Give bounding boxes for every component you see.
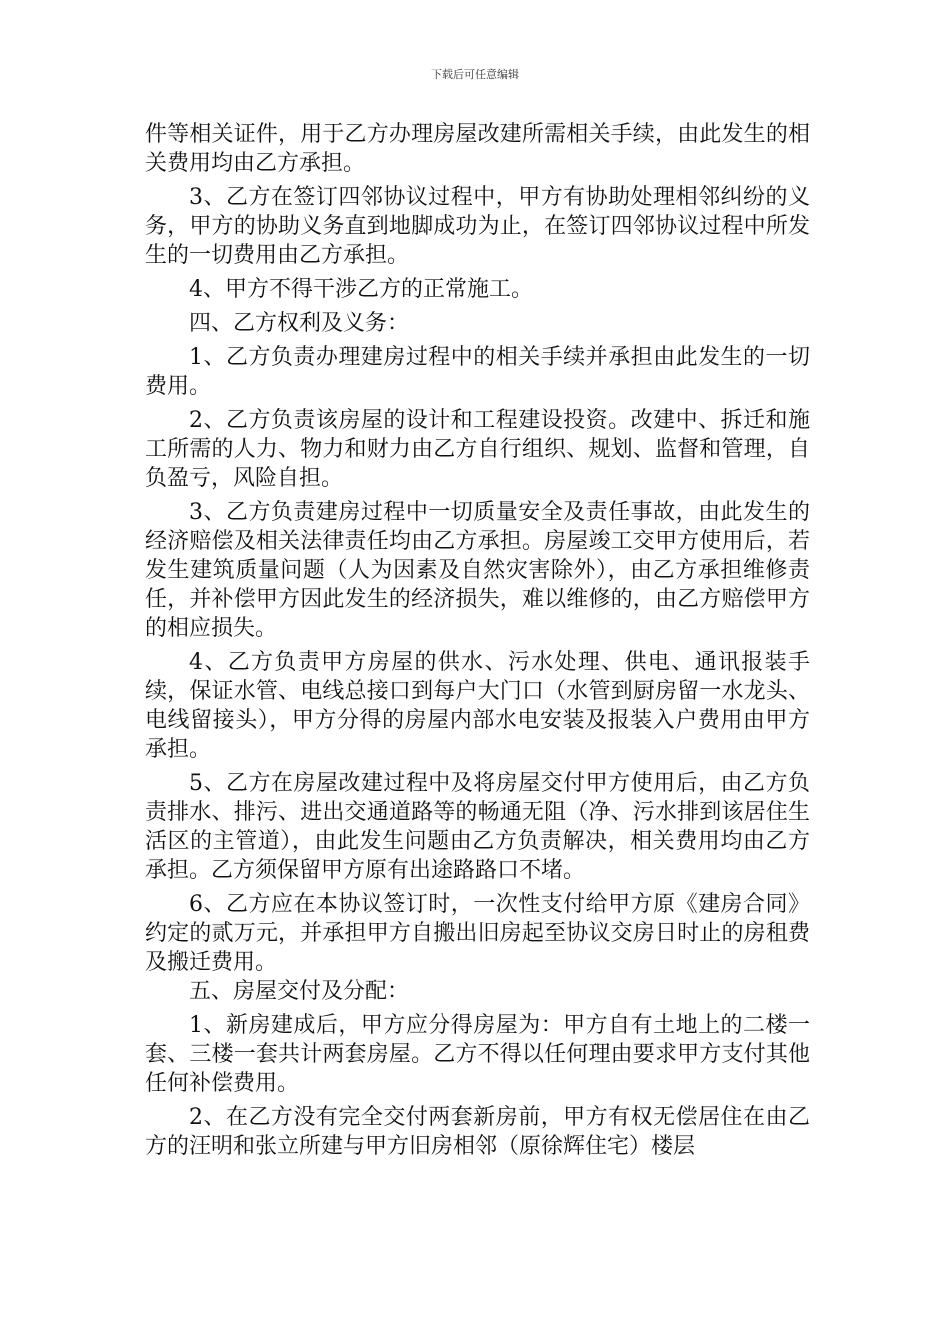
paragraph-b-item-4: 4、乙方负责甲方房屋的供水、污水处理、供电、通讯报装手续，保证水管、电线总接口到每户大门口（水管到厨房留一水龙头、电线留接头），甲方分得的房屋内部水电安装及报装入户费用由甲方承担。 bbox=[145, 650, 810, 762]
document-body bbox=[145, 120, 810, 1161]
page-header: 下载后可任意编辑 bbox=[431, 68, 519, 81]
paragraph-b-item-1: 1、乙方负责办理建房过程中的相关手续并承担由此发生的一切费用。 bbox=[145, 345, 810, 399]
paragraph-b-item-2: 2、乙方负责该房屋的设计和工程建设投资。改建中、拆迁和施工所需的人力、物力和财力由乙方自行组织、规划、监督和管理，自负盈亏，风险自担。 bbox=[145, 408, 810, 491]
paragraph-delivery-item-2: 2、在乙方没有完全交付两套新房前，甲方有权无偿居住在由乙方的汪明和张立所建与甲方旧房相邻（原徐辉住宅）楼层 bbox=[145, 1105, 810, 1159]
paragraph-continuation: 件等相关证件，用于乙方办理房屋改建所需相关手续，由此发生的相关费用均由乙方承担。 bbox=[145, 122, 810, 176]
paragraph-b-item-6: 6、乙方应在本协议签订时，一次性支付给甲方原《建房合同》约定的贰万元，并承担甲方自搬出旧房起至协议交房日时止的房租费及搬迁费用。 bbox=[145, 892, 810, 975]
paragraph-item-4-no-interference: 4、甲方不得干涉乙方的正常施工。 bbox=[189, 277, 533, 302]
paragraph-item-3-neighbor-agreement: 3、乙方在签订四邻协议过程中，甲方有协助处理相邻纠纷的义务，甲方的协助义务直到地脚成功为止，在签订四邻协议过程中所发生的一切费用由乙方承担。 bbox=[145, 185, 810, 268]
paragraph-delivery-item-1: 1、新房建成后，甲方应分得房屋为：甲方自有土地上的二楼一套、三楼一套共计两套房屋。乙方不得以任何理由要求甲方支付其他任何补偿费用。 bbox=[145, 1013, 810, 1096]
paragraph-b-item-5: 5、乙方在房屋改建过程中及将房屋交付甲方使用后，由乙方负责排水、排污、进出交通道路等的畅通无阻（净、污水排到该居住生活区的主管道），由此发生问题由乙方负责解决，相关费用均由乙方承担。乙方须保留甲方原有出途路路口不堵。 bbox=[145, 771, 810, 883]
section-heading-party-b-rights: 四、乙方权利及义务： bbox=[189, 311, 410, 336]
paragraph-b-item-3: 3、乙方负责建房过程中一切质量安全及责任事故，由此发生的经济赔偿及相关法律责任均由乙方承担。房屋竣工交甲方使用后，若发生建筑质量问题（人为因素及自然灾害除外），由乙方承担维修责任，并补偿甲方因此发生的经济损失，难以维修的，由乙方赔偿甲方的相应损失。 bbox=[145, 500, 810, 641]
section-heading-delivery: 五、房屋交付及分配： bbox=[189, 979, 410, 1004]
